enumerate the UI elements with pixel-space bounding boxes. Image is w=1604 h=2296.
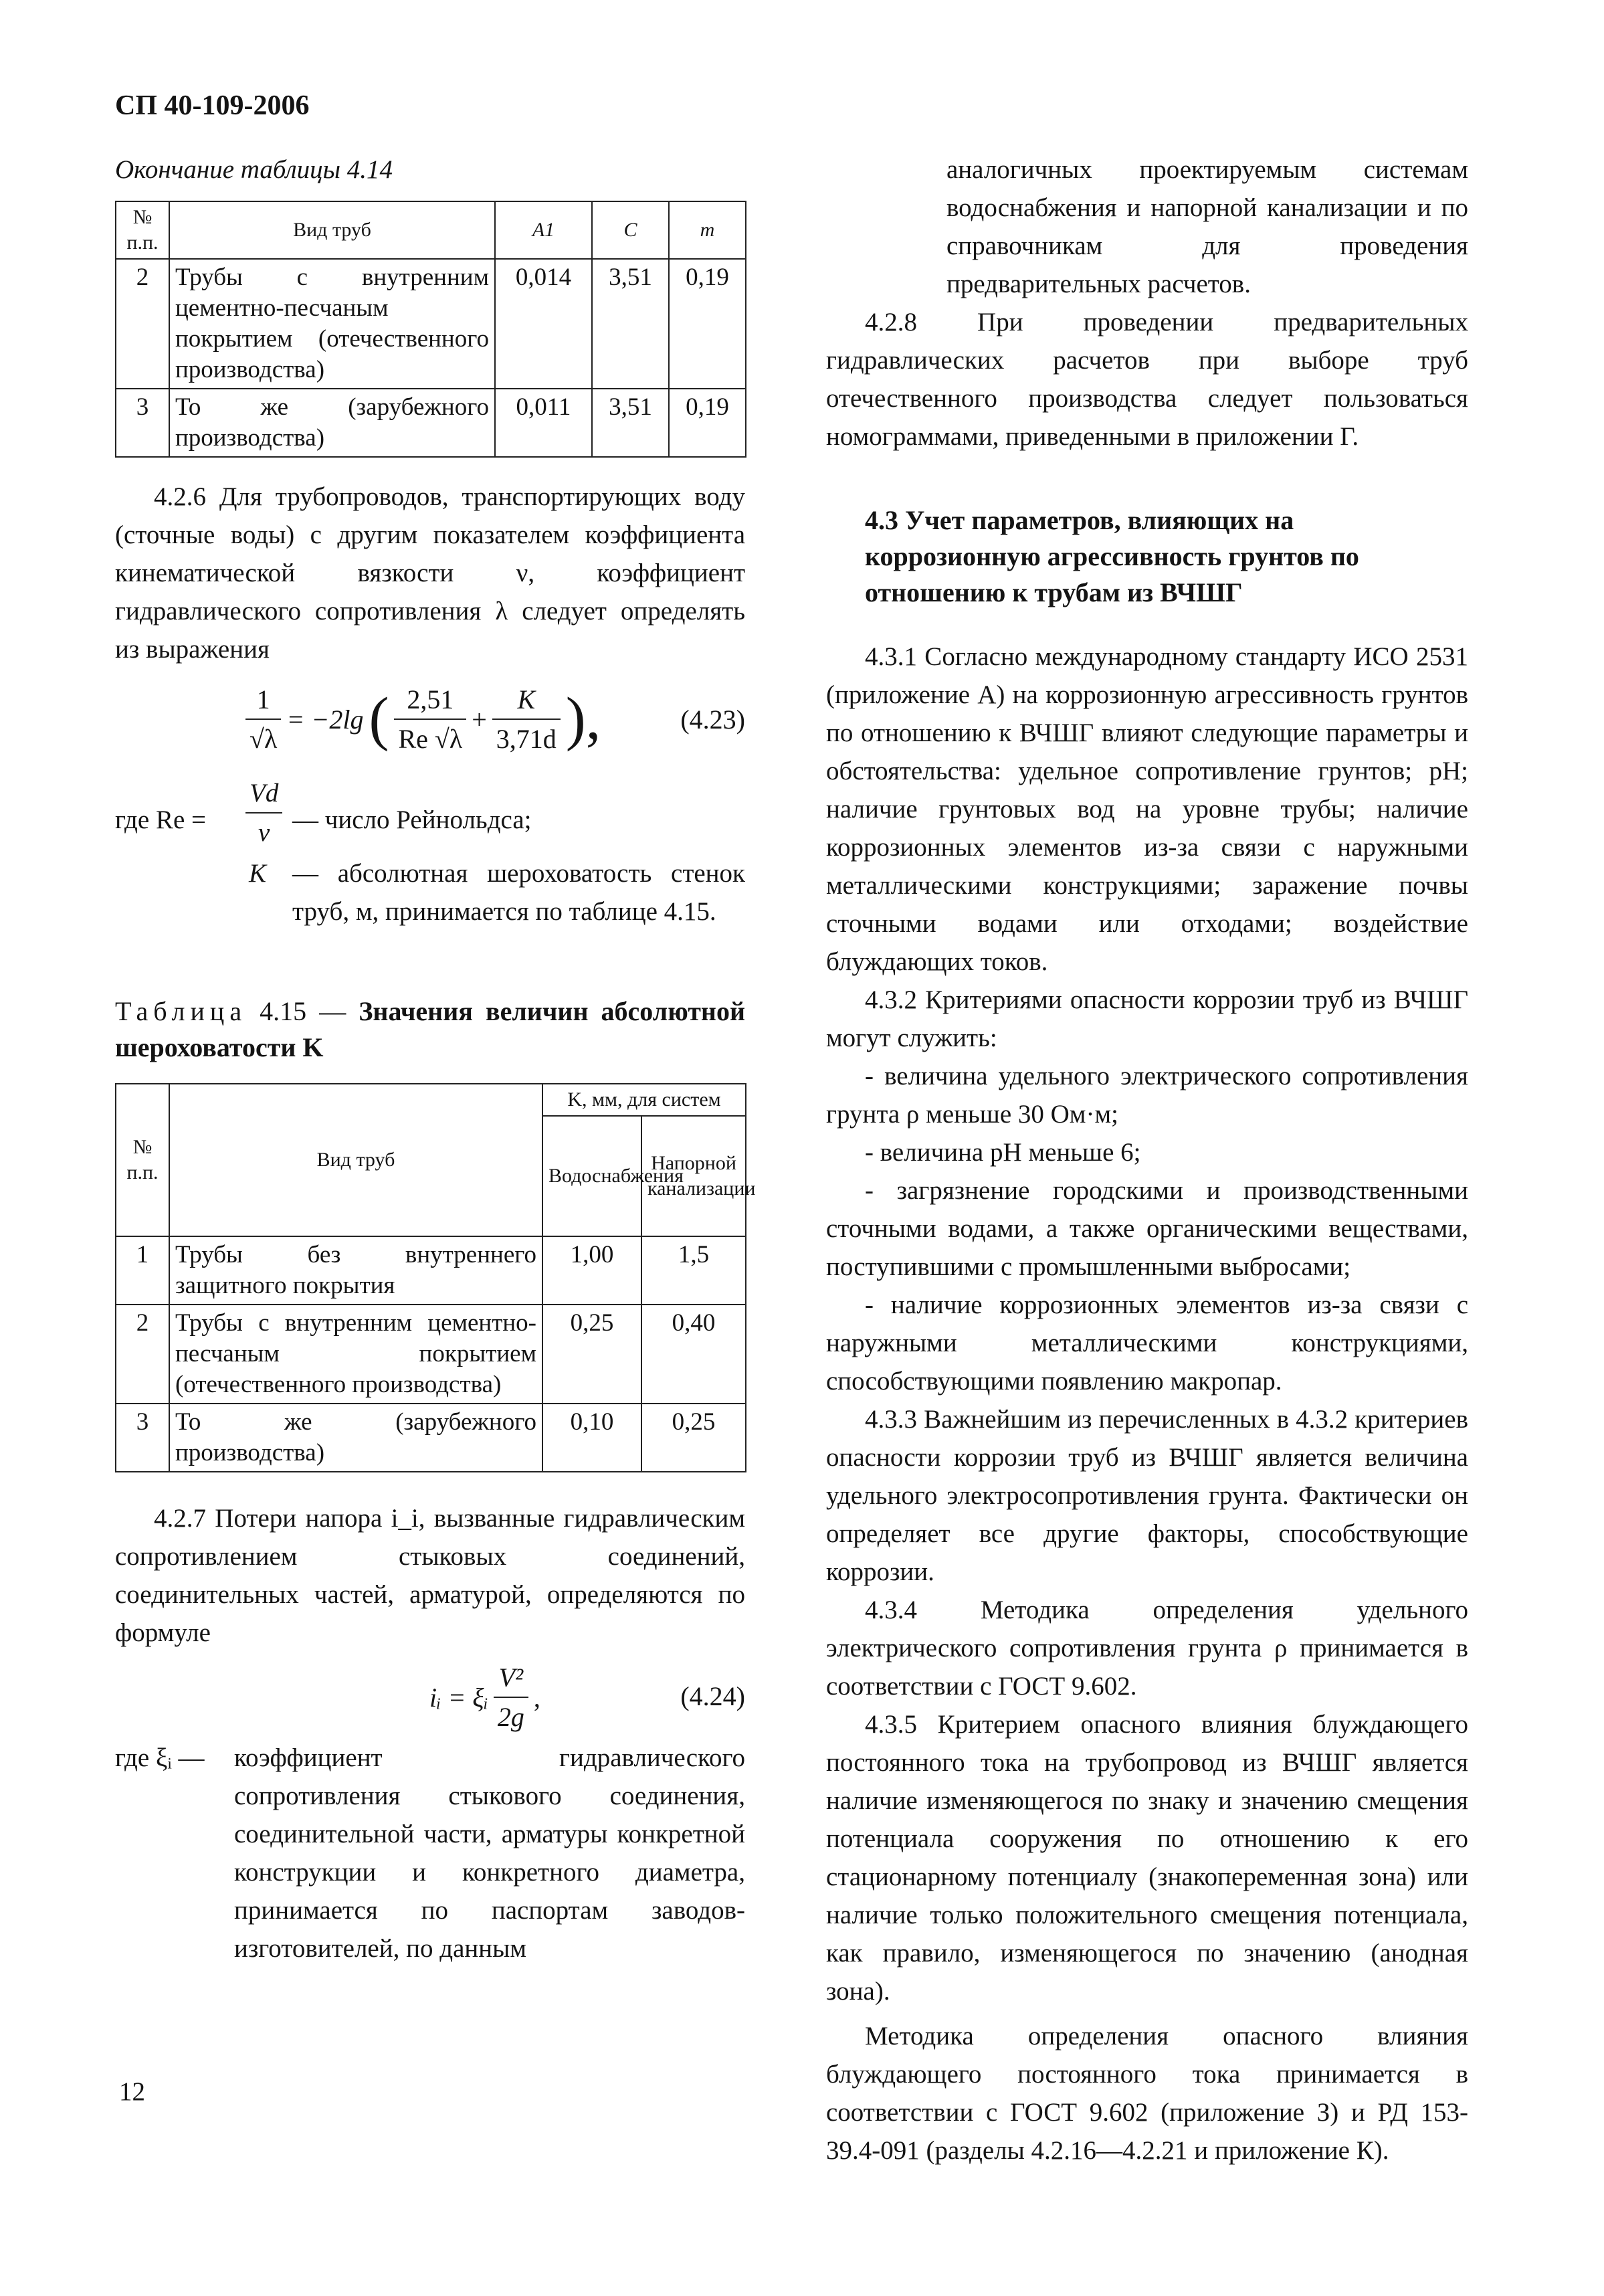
paragraph-method: Методика определения опасного влияния блуждающего постоянного тока принимается в соответствии с ГОСТ 9.602 (приложение З) и РД 153-39.4-091 (разделы 4.2.16—4.2.21 и приложение К). [826, 2022, 1468, 2165]
table-cell: 2 [116, 259, 169, 389]
table-cell: 0,19 [669, 259, 746, 389]
table-row [116, 1404, 746, 1472]
header-cell: Водоснабжения [542, 1116, 641, 1236]
page-number: 12 [119, 2077, 145, 2106]
paragraph-4-3-4: 4.3.4 Методика определения удельного электрического сопротивления грунта ρ принимается в соответствии с ГОСТ 9.602. [826, 1596, 1468, 1701]
list-item: - величина удельного электрического сопротивления грунта ρ меньше 30 Ом·м; [826, 1062, 1468, 1129]
table-cell: 3 [116, 389, 169, 457]
table-cell: 0,10 [542, 1404, 641, 1472]
formula-fraction: $\frac{Vd}{\nu}$ [245, 774, 282, 852]
table-cell: То же (зарубежного производства) [169, 1404, 542, 1472]
table-4-15 [115, 1083, 756, 1472]
table-4-14-caption: Окончание таблицы 4.14 [115, 155, 393, 184]
table-cell: 0,25 [542, 1305, 641, 1404]
list-item: - наличие коррозионных элементов из-за связи с наружными металлическими конструкциями, способствующими появлению макропар. [826, 1290, 1468, 1396]
document-code: СП 40-109-2006 [115, 90, 310, 121]
table-header-row [116, 1084, 746, 1116]
table-cell: 3 [116, 1404, 169, 1472]
list-item: - загрязнение городскими и производственными сточными водами, а также органическими веществами, поступившими с промышленными выбросами; [826, 1176, 1468, 1281]
equation-number: (4.23) [680, 704, 745, 735]
where-block-1: где Re = $\frac{Vd}{\nu}$ — число Рейнольдса; [115, 774, 745, 854]
formula-fraction: $\frac{2,51}{Re √\lambda}$ [394, 680, 466, 758]
left-column [115, 151, 756, 1963]
paragraph-4-2-8: 4.2.8 При проведении предварительных гидравлических расчетов при выборе труб отечественного производства следует пользоваться номограммами, приведенными в приложении Г. [826, 308, 1468, 451]
formula-operator: = −2lg [286, 704, 364, 735]
table-cell: 0,19 [669, 389, 746, 457]
table-cell: Трубы с внутренним цементно-песчаным покрытием (отечественного производства) [169, 259, 495, 389]
header-cell: Напорной канализации [641, 1116, 746, 1236]
table-row [116, 1236, 746, 1305]
equation-number: (4.24) [680, 1681, 745, 1711]
table-4-14 [115, 201, 746, 458]
table-row [116, 1305, 746, 1404]
paragraph-continued: аналогичных проектируемым системам водоснабжения и напорной канализации и по справочникам для проведения предварительных расчетов. [946, 155, 1468, 298]
table-cell: То же (зарубежного производства) [169, 389, 495, 457]
list-item: - величина pH меньше 6; [865, 1138, 1141, 1167]
table-cell: 1,5 [641, 1236, 746, 1305]
table-cell: 0,014 [495, 259, 592, 389]
formula-fraction: $\frac{K}{3,71d}$ [492, 680, 561, 758]
paragraph-4-3-2: 4.3.2 Критериями опасности коррозии труб из ВЧШГ могут служить: [826, 985, 1468, 1052]
paragraph-4-3-5: 4.3.5 Критерием опасного влияния блуждающего постоянного тока на трубопровод из ВЧШГ является наличие изменяющегося по знаку и значению смещения потенциала сооружения по отношению к его стационарному потенциалу (знакопеременная зона) или наличие только положительного смещения потенциала, как правило, изменяющегося по значению (анодная зона). [826, 1710, 1468, 2006]
table-4-15-caption: Таблица 4.15 — Значения величин абсолютной шероховатости K [115, 996, 746, 1062]
table-header-row [116, 201, 746, 259]
formula-fraction: $\frac{1}{√\lambda}$ [245, 680, 281, 758]
header-cell: № п.п. [116, 1084, 169, 1236]
table-cell: Трубы с внутренним цементно-песчаным покрытием (отечественного производства) [169, 1305, 542, 1404]
header-cell: № п.п. [116, 201, 169, 259]
table-cell: 0,011 [495, 389, 592, 457]
table-cell: 3,51 [592, 259, 669, 389]
header-cell: m [669, 201, 746, 259]
paragraph-4-3-1: 4.3.1 Согласно международному стандарту ИСО 2531 (приложение А) на коррозионную агрессивность грунтов по отношению к ВЧШГ влияют следующие параметры и обстоятельства: удельное сопротивление грунтов; pH; наличие грунтовых вод на уровне трубы; наличие коррозионных элементов из-за связи с наружными металлическими конструкциями; заражение почвы сточными водами или отходами; воздействие блуждающих токов. [826, 642, 1468, 976]
header-cell: Вид труб [169, 1084, 542, 1236]
table-cell: 1,00 [542, 1236, 641, 1305]
paragraph-4-2-7: 4.2.7 Потери напора i_i, вызванные гидравлическим сопротивлением стыковых соединений, соединительных частей, арматурой, определяются по формуле [115, 1504, 745, 1647]
table-cell: 3,51 [592, 389, 669, 457]
table-cell: 2 [116, 1305, 169, 1404]
table-row [116, 259, 746, 389]
formula-fraction: $\frac{\text{V²}}{2g}$ [494, 1658, 528, 1736]
paragraph-4-3-3: 4.3.3 Важнейшим из перечисленных в 4.3.2 критериев опасности коррозии труб из ВЧШГ является величина удельного электросопротивления грунта. Фактически он определяет все другие факторы, способствующие коррозии. [826, 1405, 1468, 1586]
header-cell: K, мм, для систем [542, 1084, 746, 1116]
right-column [826, 151, 1468, 2170]
where-block-k: K — абсолютная шероховатость стенок труб, м, принимается по таблице 4.15. [249, 859, 745, 926]
header-cell: A1 [495, 201, 592, 259]
section-heading-4-3: 4.3 Учет параметров, влияющих на коррозионную агрессивность грунтов по отношению к трубам из ВЧШГ [865, 505, 1359, 607]
table-cell: Трубы без внутреннего защитного покрытия [169, 1236, 542, 1305]
formula-4-24: iᵢ = ξᵢ $\frac{\text{V²}}{2g}$ , (4.24) [115, 1652, 745, 1739]
header-cell: C [592, 201, 669, 259]
where-block-2: где ξᵢ — коэффициент гидравлического сопротивления стыкового соединения, соединительной части, арматуры конкретной конструкции и конкретного диаметра, принимается по паспортам заводов-изготовителей, по данным [115, 1743, 745, 1963]
header-cell: Вид труб [169, 201, 495, 259]
table-cell: 1 [116, 1236, 169, 1305]
table-cell: 0,40 [641, 1305, 746, 1404]
table-cell: 0,25 [641, 1404, 746, 1472]
formula-4-23: $\frac{1}{√\lambda}$ = −2lg ( $\frac{2,51}{Re √\lambda}$ + $\frac{K}{3,71d}$ ), (4.23) [115, 668, 745, 769]
table-row [116, 389, 746, 457]
paragraph-4-2-6: 4.2.6 Для трубопроводов, транспортирующих воду (сточные воды) с другим показателем коэффициента кинематической вязкости ν, коэффициент гидравлического сопротивления λ следует определять из выражения [115, 482, 745, 664]
